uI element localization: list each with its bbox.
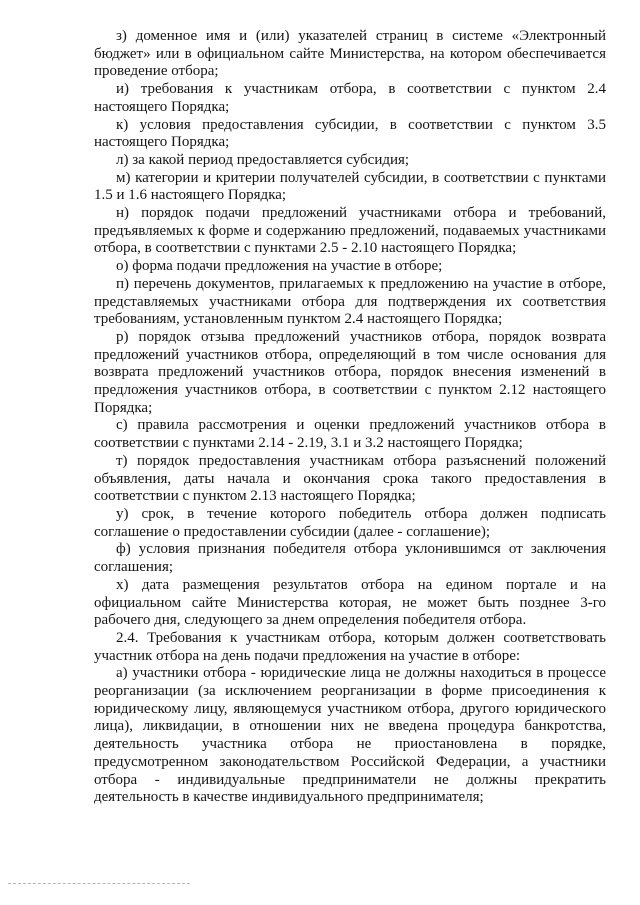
paragraph-item-k: к) условия предоставления субсидии, в соответствии с пунктом 3.5 настоящего Порядка; <box>94 116 606 151</box>
paragraph-item-kh: х) дата размещения результатов отбора на едином портале и на официальном сайте Министерства которая, не может быть позднее 3-го рабочего дня, следующего за днем определения победителя отбора. <box>94 576 606 629</box>
paragraph-item-n: н) порядок подачи предложений участниками отбора и требований, предъявляемых к форме и содержанию предложений, подаваемых участниками отбора, в соответствии с пунктами 2.5 - 2.10 настоящего Порядка; <box>94 205 606 257</box>
document-body <box>94 28 606 807</box>
paragraph-item-u: у) срок, в течение которого победитель отбора должен подписать соглашение о предоставлении субсидии (далее - соглашение); <box>94 505 606 540</box>
paragraph-item-a: а) участники отбора - юридические лица не должны находиться в процессе реорганизации (за исключением реорганизации в форме присоединения к юридическому лицу, являющемуся участником отбора, другого юридического лица), ликвидации, в отношении них не введена процедура банкротства, деятельность участника отбора не приостановлена в порядке, предусмотренном законодательством Российской Федерации, а участники отбора - индивидуальные предприниматели не должны прекратить деятельность в качестве индивидуального предпринимателя; <box>94 665 606 806</box>
paragraph-item-i: и) требования к участникам отбора, в соответствии с пунктом 2.4 настоящего Порядка; <box>94 81 606 115</box>
footer-divider <box>8 883 190 884</box>
paragraph-item-p: п) перечень документов, прилагаемых к предложению на участие в отборе, представляемых участниками отбора для подтверждения их соответствия требованиям, установленным пунктом 2.4 настоящего Порядка; <box>94 275 606 328</box>
paragraph-item-o: о) форма подачи предложения на участие в отборе; <box>116 258 443 275</box>
paragraph-item-l: л) за какой период предоставляется субсидия; <box>116 151 410 168</box>
paragraph-item-s: с) правила рассмотрения и оценки предложений участников отбора в соответствии с пунктами 2.14 - 2.19, 3.1 и 3.2 настоящего Порядка; <box>94 417 606 452</box>
paragraph-item-z: з) доменное имя и (или) указателей страниц в системе «Электронный бюджет» или в официальном сайте Министерства, на котором обеспечивается проведение отбора; <box>94 28 606 80</box>
paragraph-item-m: м) категории и критерии получателей субсидии, в соответствии с пунктами 1.5 и 1.6 настоящего Порядка; <box>94 169 606 204</box>
paragraph-item-r: р) порядок отзыва предложений участников отбора, порядок возврата предложений участников отбора, определяющий в том числе основания для возврата предложений участников отбора, порядок внесения изменений в предложения участников отбора, в соответствии с пунктом 2.12 настоящего Порядка; <box>94 328 606 416</box>
paragraph-item-f: ф) условия признания победителя отбора уклонившимся от заключения соглашения; <box>94 541 606 576</box>
paragraph-item-t: т) порядок предоставления участникам отбора разъяснений положений объявления, даты начала и окончания срока такого предоставления в соответствии с пунктом 2.13 настоящего Порядка; <box>94 452 606 505</box>
section-2-4-heading: 2.4. Требования к участникам отбора, которым должен соответствовать участник отбора на день подачи предложения на участие в отборе: <box>94 629 606 664</box>
